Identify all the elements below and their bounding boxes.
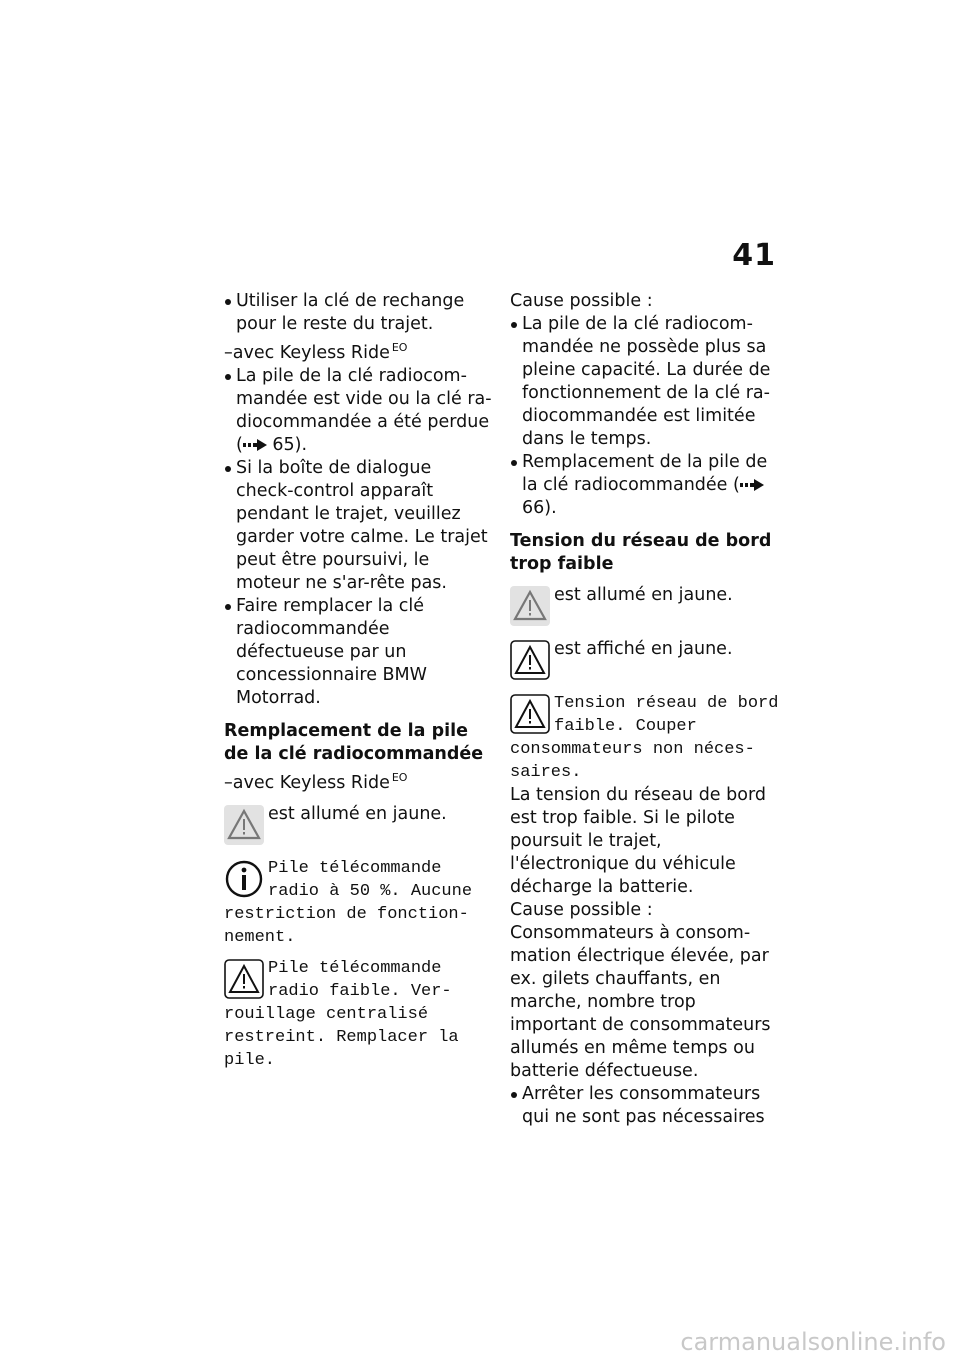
info-message-row bbox=[224, 857, 492, 949]
page-reference: 66). bbox=[522, 498, 557, 518]
warning-triangle-icon bbox=[224, 805, 264, 845]
display-message: Pile télécommande radio à 50 %. Aucune restriction de fonction-nement. bbox=[224, 859, 473, 947]
warning-display-row bbox=[510, 638, 782, 684]
bullet-battery-empty bbox=[224, 365, 492, 457]
bullet-use-spare-key: Utiliser la clé de rechange pour le reste du trajet. bbox=[224, 290, 492, 336]
page-number: 41 bbox=[732, 238, 776, 273]
option-label: avec Keyless Ride bbox=[232, 343, 390, 363]
cause-label: Cause possible : bbox=[510, 291, 653, 311]
bullet-replace-key: Faire remplacer la clé radiocommandée défectueuse par un concessionnaire BMW Motorrad. bbox=[224, 595, 492, 710]
cause-label: Cause possible : bbox=[510, 900, 653, 920]
option-code: EO bbox=[391, 771, 408, 784]
option-keyless-ride-2 bbox=[224, 766, 492, 795]
section-heading-battery: Remplacement de la pile de la clé radiocommandée bbox=[224, 721, 484, 764]
warning-triangle-icon bbox=[510, 694, 550, 734]
bullet-text: La pile de la clé radiocom-mandée est vide ou la clé ra-diocommandée a été perdue ( bbox=[236, 366, 492, 455]
display-status-text: est affiché en jaune. bbox=[554, 639, 733, 659]
section-heading-voltage: Tension du réseau de bord trop faible bbox=[510, 531, 772, 574]
warning-lamp-row bbox=[510, 584, 782, 630]
warning-lamp-row bbox=[224, 803, 492, 849]
display-message: Tension réseau de bord faible. Couper consommateurs non néces-saires. bbox=[510, 694, 779, 782]
warning-triangle-icon bbox=[510, 640, 550, 680]
left-column bbox=[224, 290, 492, 1072]
warning-triangle-icon bbox=[510, 586, 550, 626]
bullet-text: Remplacement de la pile de la clé radiocommandée ( bbox=[522, 452, 768, 495]
info-icon bbox=[224, 859, 264, 899]
page-reference: 65). bbox=[272, 435, 308, 455]
warning-triangle-icon bbox=[224, 959, 264, 999]
display-message: Pile télécommande radio faible. Ver-rouillage centralisé restreint. Remplacer la pile. bbox=[224, 959, 459, 1070]
arrow-right-icon bbox=[740, 479, 764, 491]
warning-message-row bbox=[510, 692, 782, 784]
right-column bbox=[510, 290, 782, 1129]
bullet-check-control: Si la boîte de dialogue check-control apparaît pendant le trajet, veuillez garder votre calme. Le trajet peut être poursuivi, le moteur ne s'ar-rête pas. bbox=[224, 457, 492, 595]
bullet-switch-off-consumers: Arrêter les consommateurs qui ne sont pas nécessaires bbox=[510, 1083, 782, 1129]
option-code: EO bbox=[391, 341, 408, 354]
cause-description: Consommateurs à consom-mation électrique élevée, par ex. gilets chauffants, en marche, nombre trop important de consommateurs allumés en même temps ou batterie défectueuse. bbox=[510, 923, 771, 1081]
option-keyless-ride bbox=[224, 336, 492, 365]
bullet-battery-capacity: La pile de la clé radiocom-mandée ne possède plus sa pleine capacité. La durée de fonctionnement de la clé ra-diocommandée est limitée dans le temps. bbox=[510, 313, 782, 451]
arrow-right-icon bbox=[243, 439, 267, 451]
voltage-description: La tension du réseau de bord est trop faible. Si le pilote poursuit le trajet, l'électronique du véhicule décharge la batterie. bbox=[510, 785, 766, 897]
watermark: carmanualsonline.info bbox=[680, 1328, 946, 1356]
option-label: avec Keyless Ride bbox=[232, 773, 390, 793]
lamp-status-text: est allumé en jaune. bbox=[554, 585, 733, 605]
bullet-replace-battery bbox=[510, 451, 782, 520]
warning-message-row bbox=[224, 957, 492, 1072]
lamp-status-text: est allumé en jaune. bbox=[268, 804, 447, 824]
